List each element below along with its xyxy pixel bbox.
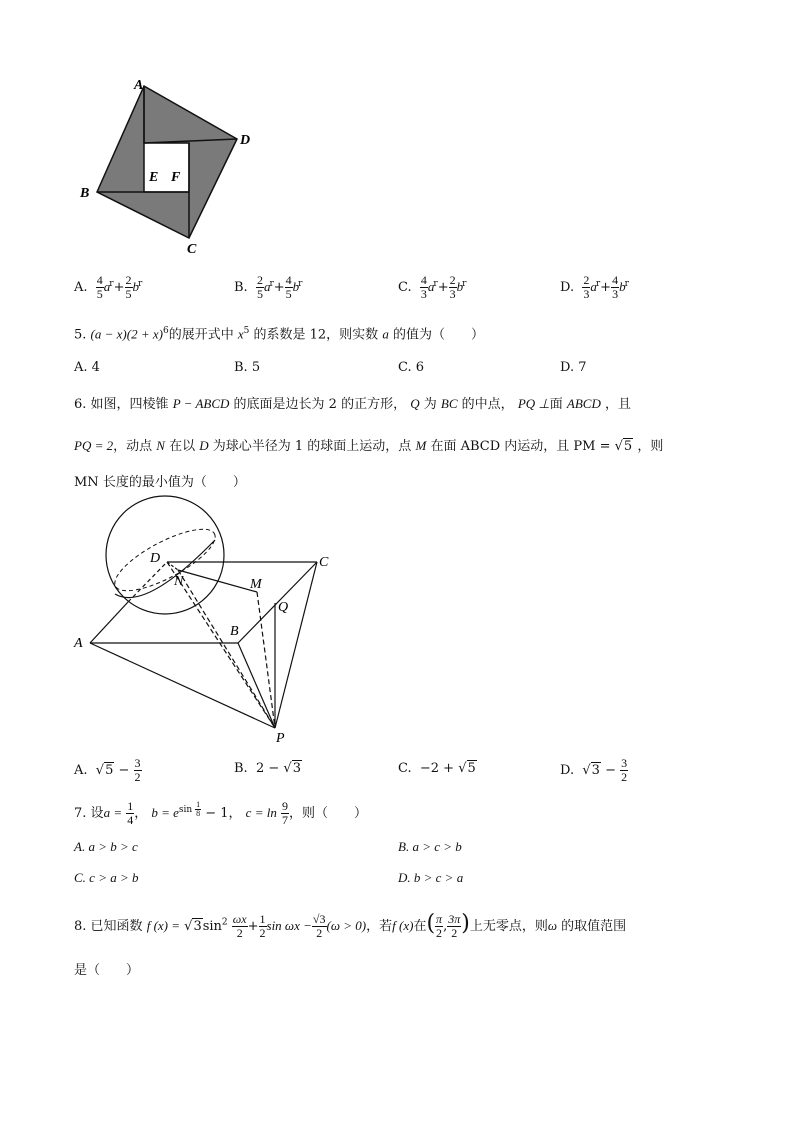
vector-mark: r xyxy=(109,278,114,289)
q6-option-d[interactable]: D. √3 − $\frac{3}{2}$ xyxy=(560,756,628,784)
q6-stem-line3: MN 长度的最小值为（ ） xyxy=(74,475,246,490)
q5-option-c[interactable]: C. 6 xyxy=(398,360,425,375)
fraction: $\frac{2}{3}$ xyxy=(449,273,456,301)
label-M: M xyxy=(250,577,262,592)
fraction: $\frac{4}{5}$ xyxy=(285,273,292,301)
q6-stem-line2: PQ = 2，动点 N 在以 D 为球心半径为 1 的球面上运动，点 M 在面 ABCD 内运动，且 PM = √5 ，则 xyxy=(74,438,664,454)
label-D: D xyxy=(240,133,251,148)
vector-mark: r xyxy=(138,278,143,289)
label-B: B xyxy=(230,624,239,639)
label-E: E xyxy=(149,170,159,185)
q8-stem-line2: 是（ ） xyxy=(74,963,140,978)
label-D: D xyxy=(150,551,161,566)
q5-stem: 5. $(a - x)(2 + x)^6$的展开式中 $x^5$ 的系数是 12，则实数 a 的值为（ ） xyxy=(74,326,484,343)
vector-mark: r xyxy=(595,278,601,289)
q4-option-c[interactable]: C. $\frac{4}{3}$ $a^r+$ $\frac{2}{3}$ $b^r$ xyxy=(398,273,467,301)
fraction: $\frac{1}{4}$ xyxy=(127,799,134,827)
label-A: A xyxy=(134,78,144,93)
label-A: A xyxy=(74,636,83,651)
fraction: $\frac{4}{5}$ xyxy=(96,273,103,301)
q6-stem-line1: 6. 如图，四棱锥 P − ABCD 的底面是边长为 2 的正方形， Q 为 BC 的中点， PQ ⊥面 ABCD ，且 xyxy=(74,396,631,412)
q5-option-b[interactable]: B. 5 xyxy=(234,360,261,375)
q6-option-c[interactable]: C. −2 + √5 xyxy=(398,761,476,776)
q7-stem: 7. 设a = $\frac{1}{4}$ ， $b = e^{sin \frac{1}{8}}$ − 1， c = ln $\frac{9}{7}$ ，则（ ） xyxy=(74,799,367,827)
vector-mark: r xyxy=(269,278,274,289)
label-C: C xyxy=(319,555,329,570)
fraction: $\frac{2}{3}$ xyxy=(583,273,590,301)
q4-option-d[interactable]: D. $\frac{2}{3}$ $a^r+$ $\frac{4}{3}$ $b^r$ xyxy=(560,273,629,301)
q6-option-a[interactable]: A. √5 − $\frac{3}{2}$ xyxy=(74,756,141,784)
vector-mark: r xyxy=(433,278,438,289)
fraction: $\frac{3\pi}{2}$ xyxy=(448,912,461,940)
fraction: $\frac{2}{5}$ xyxy=(125,273,132,301)
vector-mark: r xyxy=(624,278,629,289)
q7-option-a[interactable]: A. a > b > c xyxy=(74,839,138,854)
figure-pyramid-diagram xyxy=(70,492,350,748)
fraction: $\frac{4}{3}$ xyxy=(420,273,427,301)
fraction: $\frac{3}{2}$ xyxy=(621,756,628,784)
label-B: B xyxy=(80,186,90,201)
label-F: F xyxy=(171,170,181,185)
q7-option-b[interactable]: B. a > c > b xyxy=(398,839,462,854)
fraction: $\frac{4}{3}$ xyxy=(612,273,619,301)
vector-mark: r xyxy=(298,278,303,289)
q7-option-d[interactable]: D. b > c > a xyxy=(398,870,464,885)
vector-mark: r xyxy=(462,278,467,289)
label-C: C xyxy=(187,242,197,257)
q5-option-a[interactable]: A. 4 xyxy=(74,360,100,375)
fraction: $\frac{\pi}{2}$ xyxy=(436,912,443,940)
fraction: $\frac{9}{7}$ xyxy=(281,799,288,827)
fraction: $\frac{1}{8}$ xyxy=(196,799,201,818)
fraction: $\frac{3}{2}$ xyxy=(134,756,141,784)
fraction: $\frac{√3}{2}$ xyxy=(312,912,326,940)
q4-option-b[interactable]: B. $\frac{2}{5}$ $a^r+$ $\frac{4}{5}$ $b^r$ xyxy=(234,273,303,301)
q5-option-d[interactable]: D. 7 xyxy=(560,360,587,375)
q8-stem-line1: 8. 已知函数 f $(x) = √3\sin^2$ $\frac{\omega x}{2}$ + $\frac{1}{2}$ sin ωx − $\frac{√3}{2}$ (ω > 0)，若f (x)在( $\frac{\pi}{2}$ , $\frac{3\pi}{2}$ )上无零点，则ω 的取值范围 xyxy=(74,911,627,940)
label-P: P xyxy=(276,731,285,746)
sphere-equator xyxy=(107,518,223,602)
q7-option-c[interactable]: C. c > a > b xyxy=(74,870,139,885)
label-Q: Q xyxy=(278,600,289,615)
figure-square-diagram xyxy=(70,72,270,262)
fraction: $\frac{\omega x}{2}$ xyxy=(232,912,247,940)
fraction: $\frac{1}{2}$ xyxy=(259,912,266,940)
sphere-outline xyxy=(106,496,224,614)
q4-option-a[interactable]: A. $\frac{4}{5}$ $a^r+$ $\frac{2}{5}$ $b^r$ xyxy=(74,273,143,301)
q6-option-b[interactable]: B. 2 − √3 xyxy=(234,761,301,776)
label-N: N xyxy=(174,574,184,589)
fraction: $\frac{2}{5}$ xyxy=(256,273,263,301)
